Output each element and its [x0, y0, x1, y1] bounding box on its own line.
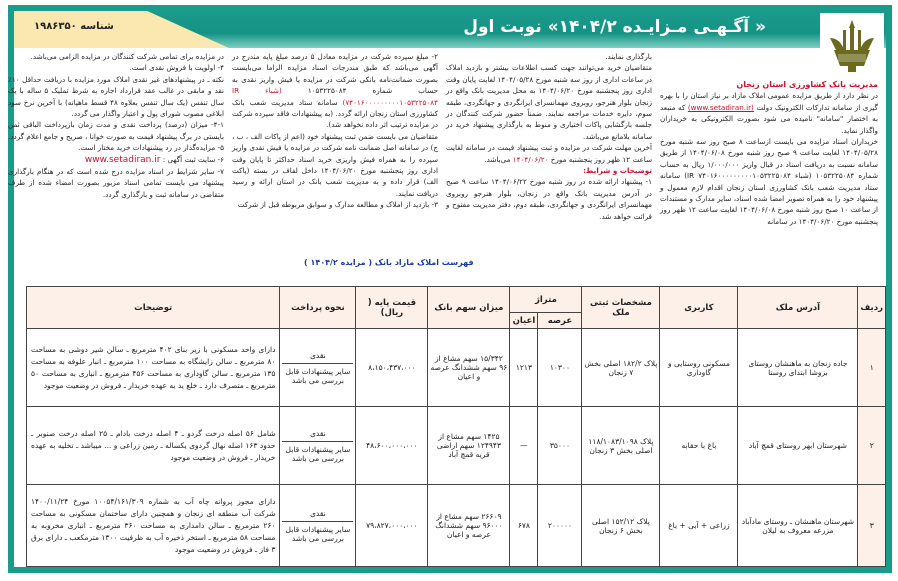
- title-band: [14, 11, 886, 48]
- note: نکته ـ در پیشنهادهای غیر نقدی املاک مورد مزایده با دریافت حداقل ۱۰٪ نقد و مابقی در غالب عقد قرارداد اجاره به شرط تملیک ۵ ساله با یک سال تنفس (یک سال تنفس بعلاوه ۴۸ قسط ماهیانه) با آخرین نرخ سود ابلاغی مصوب شورای پول و اعتبار واگذار می گردد.: [8, 74, 224, 119]
- condition-6: ۶- سایت ثبت آگهی :: [162, 154, 224, 164]
- condition-1: ۱- پیشنهاد ارائه شده در روز شنبه مورخ ۱۴۰۴/۰۶/۲۲ ساعت ۹ صبح در آدرس مدیریت بانک واقع در زنجان، بلوار هنرجو روبروی مهمانسرای ایرانگردی و جهانگردی، طبقه دوم، دفتر مدیریت مفتوح و قرائت خواهد شد.: [446, 177, 652, 221]
- th-address: آدرس ملک: [738, 287, 858, 329]
- table-row: [27, 329, 886, 407]
- registry-cell: پلاک ۱۵۲/۱۲ اصلی بخش ۶ زنجان: [582, 485, 660, 567]
- notice-title: « آگـهـی مـزایـده ۱۴۰۴/۲» نوبت اول: [463, 17, 766, 37]
- table-row: [27, 407, 886, 485]
- building-cell: ۱۲۱۳: [510, 329, 538, 407]
- registry-cell: پلاک ۱۱۸/۱۰۸۳/۱۰۹۸ اصلی بخش ۳ زنجان: [582, 407, 660, 485]
- intro-column: [660, 79, 878, 227]
- condition-4: ۴- اولویت با فروش نقدی است.: [129, 63, 224, 73]
- payment-other: سایر پیشنهادات قابل بررسی می باشد: [282, 363, 353, 385]
- land-cell: ۱۰۳۰۰: [538, 329, 582, 407]
- payment-cell: [280, 407, 356, 485]
- setadiran-link-2[interactable]: www.setadiran.ir: [84, 154, 161, 165]
- org-name: مدیریت بانک کشاورزی استان زنجان: [736, 80, 878, 89]
- bank-logo-icon: [820, 13, 884, 77]
- condition-7: ۷- سایر شرایط در اسناد مزایده درج شده است که در هنگام بارگذاری پیشنهاد می بایست تمامی اسناد مزبور بصورت امضاء شده از طرف متقاضی در سامانه ثبت و بارگذاری گردد.: [8, 167, 224, 199]
- th-area: متراژ: [510, 287, 582, 313]
- th-desc: توضیحات: [27, 287, 280, 329]
- share-cell: ۱۴۲۵ سهم مشاع از ۱۲۴۹۴۳ سهم اراضی قریه قمچ آباد: [428, 407, 510, 485]
- payment-cell: [280, 485, 356, 567]
- setadiran-link[interactable]: (www.setadiran.ir): [687, 102, 754, 112]
- row-number: ۳: [858, 485, 886, 567]
- condition-2: ۲- مبلغ سپرده شرکت در مزایده معادل ۵ درصد مبلغ پایه مندرج در آگهی می‌باشد که طبق مندرجات اسناد مزایده الزاما می‌بایست بصورت ضمانت‌نامه بانکی شرکت در مزایده یا فیش واریز نقدی به حساب شماره ۱۰۵۳۲۲۵۰۸۴: [232, 52, 439, 96]
- share-cell: ۱۵/۳۴۲ سهم مشاع از ۹۶ سهم ششدانگ عرصه و اعیان: [428, 329, 510, 407]
- payment-cash: نقدی: [310, 428, 326, 438]
- payment-other: سایر پیشنهادات قابل بررسی می باشد: [282, 521, 353, 543]
- registry-cell: پلاک ۱۸۲/۲ اصلی بخش ۷ زنجان: [582, 329, 660, 407]
- property-table: [26, 286, 886, 567]
- th-price: قیمت پایه ( ریال): [356, 287, 428, 329]
- th-payment: نحوه پرداخت: [280, 287, 356, 329]
- table-title: فهرست املاک مازاد بانک ( مزایده ۱۴۰۴/۲ ): [304, 258, 474, 267]
- deadline-text: آخرین مهلت شرکت در مزایده و ثبت پیشنهاد قیمت در سامانه لغایت ساعت ۱۲ ظهر روز پنجشنبه مورخ: [446, 143, 652, 164]
- visit-text: متقاضیان خرید می‌توانند جهت کسب اطلاعات بیشتر و بازدید املاک در ساعات اداری از روز سه شنبه مورخ ۱۴۰۴/۰۵/۲۸ لغایت پایان وقت اداری روز پنجشنبه مورخ ۱۴۰۴/۰۶/۲۰ به محل مدیریت بانک واقع در زنجان بلوار هنرجو، روبروی مهمانسرای ایرانگردی و جهانگردی، طبقه سوم، دایره خدمات مراجعه نمایند. ضمناً حضور شرکت کنندگان در جلسه بازگشایی پاکات اختیاری و منوط به بارگذاری پیشنهاد خرید در سامانه بلامانع می‌باشد.: [446, 63, 652, 141]
- address-cell: جاده زنجان به ماهنشان روستای بزوشا ابتدای روستا: [738, 329, 858, 407]
- address-cell: شهرستان ابهر روستای قمچ آباد: [738, 407, 858, 485]
- deadline-date: ۱۴۰۴/۰۶/۲۰: [512, 154, 549, 164]
- land-cell: ۳۵۰۰۰: [538, 407, 582, 485]
- th-share: میزان سهم بانک: [428, 287, 510, 329]
- column-4: [8, 51, 224, 200]
- desc-cell: شامل ۵۶ اصله درخت گردو ـ ۴ اصله درخت بادام ـ ۲۵ اصله درخت صنوبر ـ حدود ۱۶۳ اصله نهال گردوی یکساله ـ زمین زراعی و ... میباشد ـ تخلیه به عهده خریدار ـ فروش در وضعیت موجود: [27, 407, 280, 485]
- price-cell: ۴۸،۶۰۰،۰۰۰،۰۰۰: [356, 407, 428, 485]
- table-row: [27, 485, 886, 567]
- condition-2b: سامانه ستاد مدیریت شعب بانک کشاورزی استان زنجان ارائه گردد. (به پیشنهادات فاقد سپرده شرکت در مزایده ترتیب اثر داده نخواهد شد).: [232, 97, 438, 130]
- condition-4-1: ۴-۱- میزان (درصد) پرداخت نقدی و مدت زمان بازپرداخت الباقی ثمن بایستی در برگ پیشنهاد قیمت به صورت خوانا ، صریح و جامع اعلام گردد.: [8, 120, 224, 141]
- conditions-heading: توضیحات و شرایط:: [583, 166, 652, 176]
- intro-schedule: خریداران اسناد مزایده می بایست ازساعت ۸ صبح روز سه شنبه مورخ ۱۴۰۴/۰۵/۲۸ لغایت ساعت ۹ صبح روز شنبه مورخ ۱۴۰۴/۰۶/۰۸ از طریق سامانه نسبت به دریافت اسناد در قبال واریز ۱/۰۰۰/۰۰۰ ریال به حساب شماره ۱۰۵۳۲۲۵۰۸۴ (شباء IR ۷۴۰۱۶۰۰۰۰۰۰۰۰۰۱۰۵۳۲۲۵۰۸۴) سامانه ستاد مدیریت شعب بانک کشاورزی استان زنجان اقدام لازم معمول و پیشنهاد خود را به همراه تصویر امضا شده اسناد، سایر مدارک و مستندات از ساعت ۱۰ صبح روز شنبه مورخ ۱۴۰۴/۰۶/۰۸ لغایت ساعت ۱۲ ظهر روز پنجشنبه مورخ ۱۴۰۴/۰۶/۲۰ در سامانه: [660, 137, 879, 226]
- usage-cell: زراعی + آبی + باغ: [660, 485, 738, 567]
- column-2: [446, 51, 652, 222]
- share-cell: ۲۶۶۰۹ سهم مشاع از ۹۶۰۰۰ سهم ششدانگ عرصه و اعیان: [428, 485, 510, 567]
- deadline-text-b: می‌باشد.: [484, 154, 511, 164]
- upload-text: بارگذاری نمایند.: [605, 52, 652, 61]
- notice-id: شناسه ۱۹۸۶۳۵۰: [34, 21, 114, 32]
- price-cell: ۷۹،۸۲۷،۰۰۰،۰۰۰: [356, 485, 428, 567]
- land-cell: ۲۰۰۰۰۰: [538, 485, 582, 567]
- th-row: ردیف: [858, 287, 886, 329]
- condition-5: ۵- مزایده‌گذار در رد پیشنهادات خرید مختار است.: [78, 143, 224, 153]
- building-cell: —: [510, 407, 538, 485]
- payment-cell: [280, 329, 356, 407]
- intro-text-b: که منبعد به اختصار "سامانه" نامیده می شود بصورت الکترونیکی به خریداران واگذار نماید.: [660, 102, 878, 135]
- shaba-number: (شباء IR ۷۴۰۱۶۰۰۰۰۰۰۰۰۰۱۰۵۳۲۲۵۰۸۴): [232, 86, 438, 107]
- payment-cash: نقدی: [310, 508, 326, 518]
- condition-3: ۳- بازدید از املاک و مطالعه مدارک و سوابق مربوطه قبل از شرکت: [237, 200, 438, 210]
- th-usage: کاربری: [660, 287, 738, 329]
- condition-3b: در مزایده برای تمامی شرکت کنندگان در مزایده الزامی می‌باشد.: [30, 52, 224, 61]
- desc-cell: دارای مجوز پروانه چاه آب به شماره ۱۰۰۵۴/۱۶۱/۳۰۹ مورخ ۱۴۰۰/۱۱/۲۴ شرکت آب منطقه ای زنجان و همچنین دارای ساختمان مسکونی به مساحت ۲۶۰ مترمربع ـ سالن دامداری به مساحت ۳۶۰ مترمربع ـ انباری مخروبه به مساحت ۵۸ مترمربع ـ استخر ذخیره آب به ظرفیت ۱۳۰۰ مترمکعب ـ دارای برق ۳ فاز ـ فروش در وضعیت موجود: [27, 485, 280, 567]
- price-cell: ۸،۱۵۰،۴۳۷،۰۰۰: [356, 329, 428, 407]
- payment-other: سایر پیشنهادات قابل بررسی می باشد: [282, 441, 353, 463]
- column-3: [232, 51, 438, 211]
- notice-frame: [8, 5, 892, 573]
- intro-text: در نظر دارد از طریق مزایده عمومی املاک مازاد بر نیاز استان را با بهره گیری از سامانه تدارکات الکترونیک دولت: [660, 91, 878, 112]
- row-number: ۱: [858, 329, 886, 407]
- row-number: ۲: [858, 407, 886, 485]
- payment-cash: نقدی: [310, 350, 326, 360]
- building-cell: ۶۷۸: [510, 485, 538, 567]
- address-cell: شهرستان ماهنشان ـ روستای مادآباد مزرعه معروف به لیلان: [738, 485, 858, 567]
- submission-text: متقاضیان می بایست ضمن ثبت پیشنهاد خود (اعم از پاکات الف ، ب ، ج) در سامانه اصل ضمانت نامه شرکت در مزایده یا فیش نقدی واریز سپرده را به همراه فیش واریزی خرید اسناد حداکثر تا پایان وقت اداری روز پنجشنبه مورخ ۱۴۰۴/۰۶/۲۰ داخل لفاف در بسته (پاکت الف) قرار داده و به مدیریت شعب بانک در استان ارائه و رسید دریافت نمایند.: [232, 131, 438, 198]
- usage-cell: باغ با حقابه: [660, 407, 738, 485]
- desc-cell: دارای واحد مسکونی با زیر بنای ۴۰۲ مترمربع ـ سالن شیر دوشی به مساحت ۸۰ مترمربع ـ سالن زایشگاه به مساحت ۱۰۰ مترمربع ـ انبار علوفه به مساحت ۱۳۵ مترمربع ـ سالن گاوداری به مساحت ۴۵۶ مترمربع ـ انباری به مساحت ۵۰ مترمربع ـ متصرف دارد ـ خلع ید به عهده خریدار ـ فروش در وضعیت موجود: [27, 329, 280, 407]
- th-registry: مشخصات ثبتی ملک: [582, 287, 660, 329]
- th-land: عرصه: [538, 313, 582, 329]
- usage-cell: مسکونی روستایی و گاوداری: [660, 329, 738, 407]
- th-building: اعیان: [510, 313, 538, 329]
